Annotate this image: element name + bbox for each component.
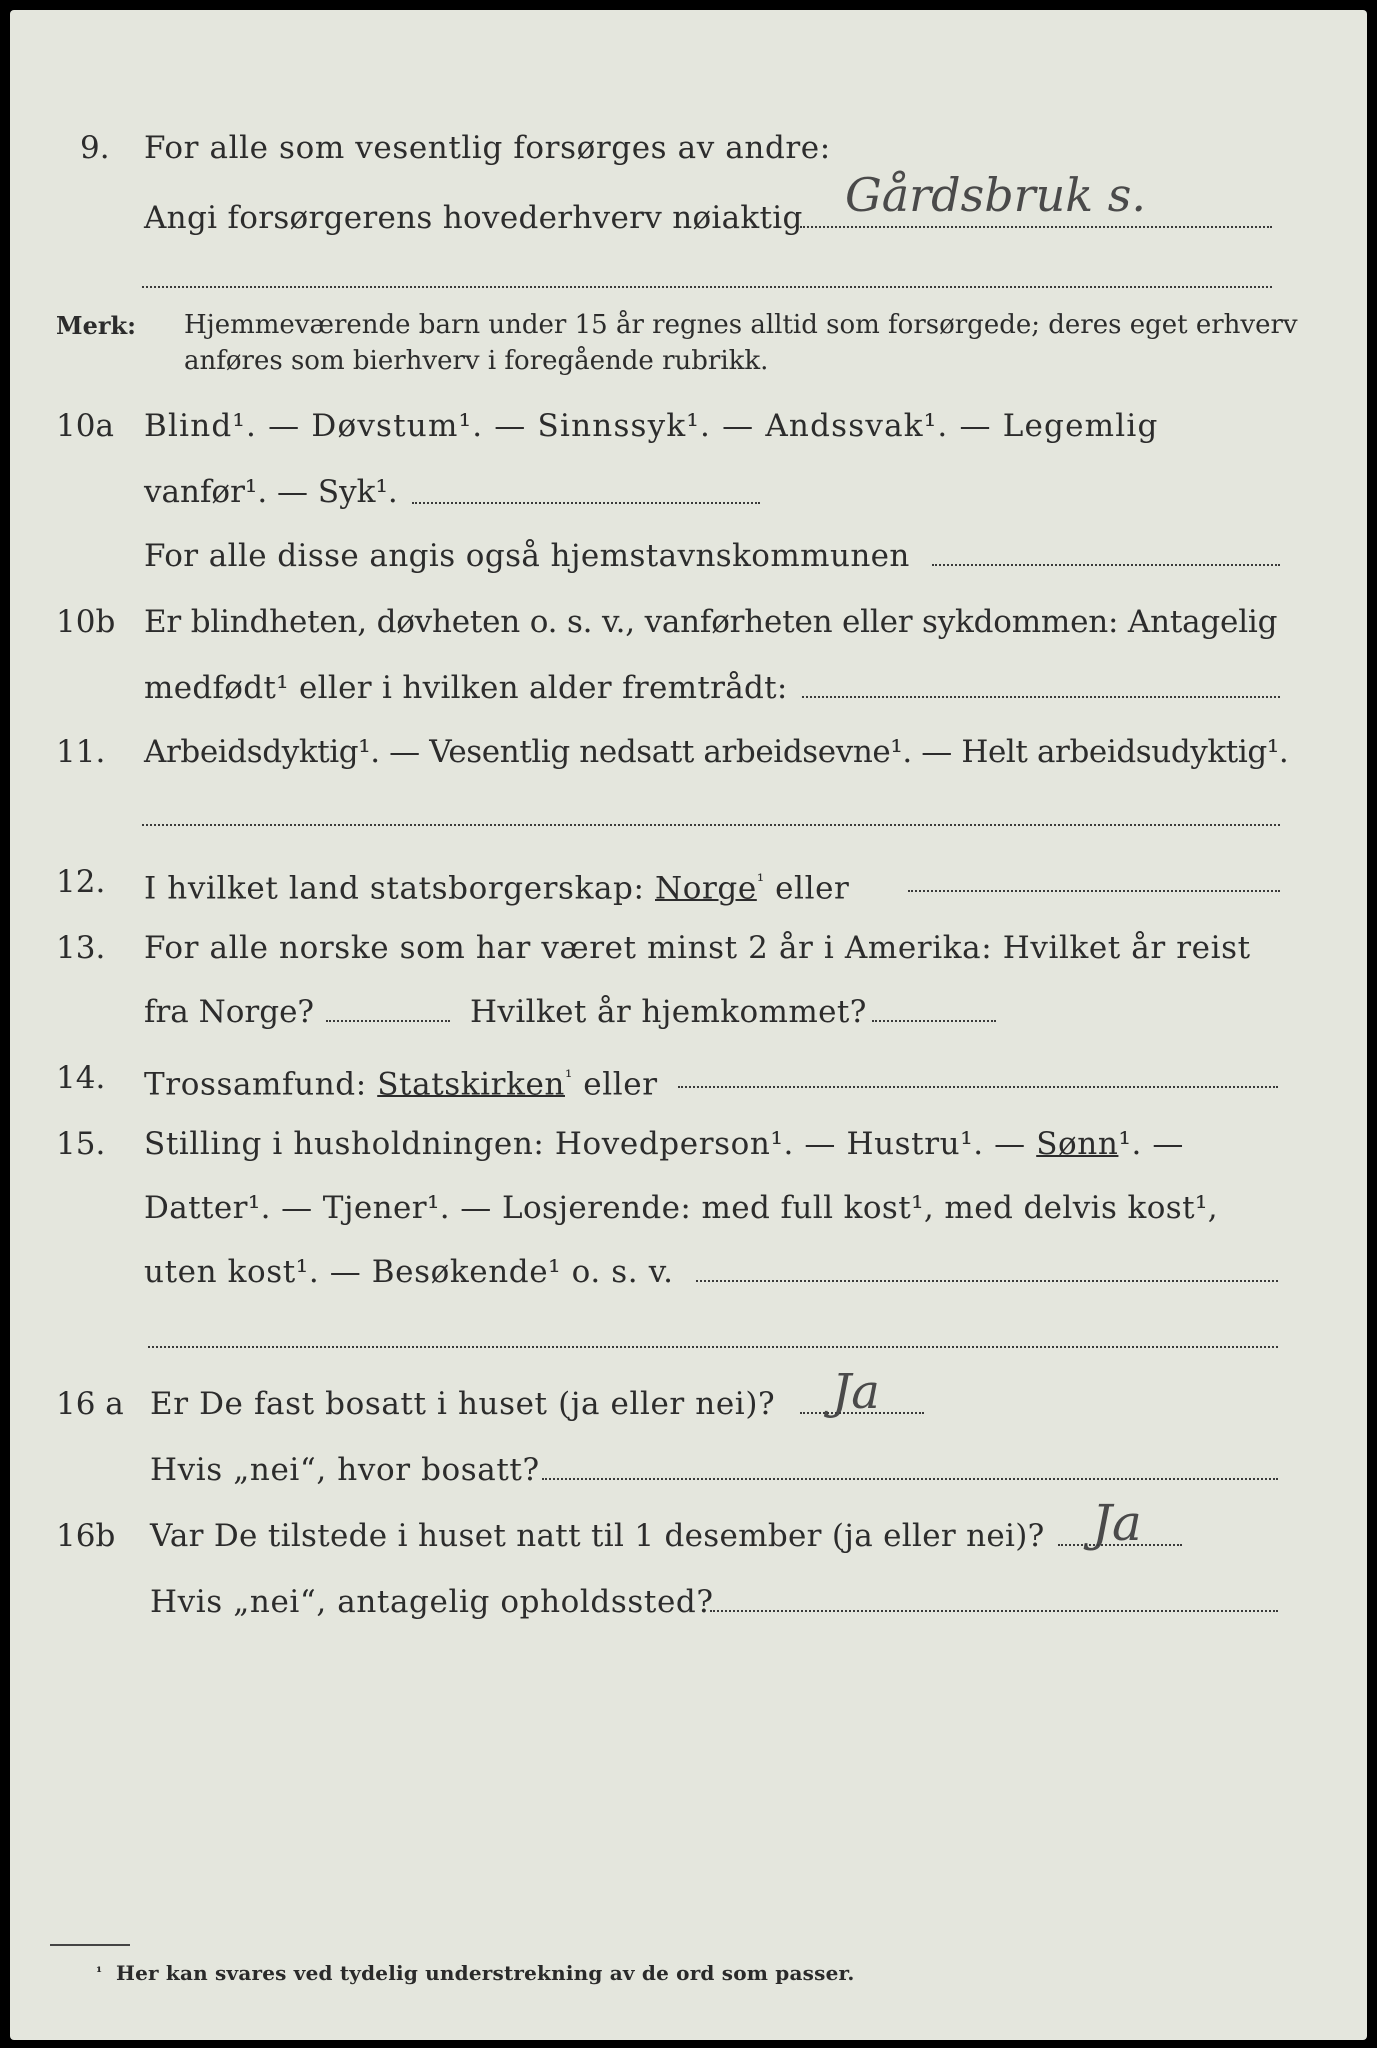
q12-answer-line [908, 890, 1280, 892]
q14-text-pre: Trossamfund: [144, 1066, 367, 1103]
merk-line1: Hjemmeværende barn under 15 år regnes alltid som forsørgede; deres eget erhverv [184, 310, 1298, 340]
q13-line1: For alle norske som har været minst 2 år i Amerika: Hvilket år reist [144, 930, 1251, 966]
q15-number: 15. [56, 1126, 106, 1162]
q15-sonn-underlined: Sønn [1036, 1126, 1119, 1162]
q15-line2: Datter¹. — Tjener¹. — Losjerende: med full kost¹, med delvis kost¹, [144, 1190, 1219, 1226]
q14-answer-line [678, 1086, 1278, 1088]
q10a-line1: Blind¹. — Døvstum¹. — Sinnssyk¹. — Andssvak¹. — Legemlig [144, 408, 1159, 444]
q12-sup: ¹ [756, 871, 765, 892]
q14-line [144, 1058, 658, 1104]
q16b-line1: Var De tilstede i huset natt til 1 desember (ja eller nei)? [150, 1518, 1045, 1554]
q13-hjemkommet-line [872, 1020, 996, 1022]
q16a-line2: Hvis „nei“, hvor bosatt? [150, 1452, 540, 1488]
q10b-number: 10b [56, 604, 116, 640]
q13-line2a: fra Norge? [144, 994, 315, 1030]
q15-line3: uten kost¹. — Besøkende¹ o. s. v. [144, 1254, 674, 1290]
form-sheet [10, 10, 1367, 2040]
q10b-line1: Er blindheten, døvheten o. s. v., vanførheten eller sykdommen: Antagelig [144, 604, 1278, 640]
q16a-handwritten-answer: Ja [832, 1364, 880, 1420]
q11-line1: Arbeidsdyktig¹. — Vesentlig nedsatt arbeidsevne¹. — Helt arbeidsudyktig¹. [144, 734, 1289, 770]
footnote-text: Her kan svares ved tydelig understrekning av de ord som passer. [116, 1961, 855, 1985]
q15-line1-pre: Stilling i husholdningen: Hovedperson¹. — Hustru¹. — [144, 1126, 1026, 1162]
q10a-kommune-line [932, 564, 1280, 566]
footnote-mark: ¹ [96, 1965, 103, 1981]
q10a-syk-line [412, 502, 760, 504]
q12-norge-underlined: Norge [655, 870, 757, 907]
q16a-answer-line [800, 1412, 924, 1414]
q16a-line1: Er De fast bosatt i huset (ja eller nei)? [150, 1386, 776, 1422]
q14-statskirken-underlined: Statskirken [377, 1066, 565, 1103]
q14-number: 14. [56, 1060, 106, 1096]
q16a-number: 16 a [56, 1386, 124, 1422]
q10b-line2: medfødt¹ eller i hvilken alder fremtrådt: [144, 670, 788, 706]
q13-number: 13. [56, 930, 106, 966]
q11-answer-line [142, 824, 1280, 826]
merk-label: Merk: [56, 311, 136, 340]
q16b-opholdssted-line [710, 1610, 1278, 1612]
q12-number: 12. [56, 864, 106, 900]
q9-line2: Angi forsørgerens hovederhverv nøiaktig [144, 200, 803, 236]
q10a-line2: vanfør¹. — Syk¹. [144, 474, 398, 510]
q9-handwritten-answer: Gårdsbruk s. [845, 168, 1146, 222]
q15-answer-line [696, 1280, 1278, 1282]
q13-reist-line [326, 1020, 450, 1022]
q16b-number: 16b [56, 1518, 116, 1554]
q16b-answer-line [1058, 1544, 1182, 1546]
q16b-handwritten-answer: Ja [1092, 1494, 1142, 1552]
q13-line2b: Hvilket år hjemkommet? [470, 994, 867, 1030]
q15-line1 [144, 1124, 1184, 1164]
q12-text-pre: I hvilket land statsborgerskap: [144, 870, 645, 907]
q16b-line2: Hvis „nei“, antagelig opholdssted? [150, 1584, 714, 1620]
q15-line1-post: ¹. — [1118, 1126, 1184, 1162]
q9-extra-line [142, 286, 1272, 288]
merk-line2: anføres som bierhverv i foregående rubrikk. [184, 346, 769, 376]
q9-answer-line [800, 226, 1272, 228]
footnote-rule [50, 1944, 130, 1946]
q11-number: 11. [56, 734, 106, 770]
q12-text-post: eller [775, 870, 850, 907]
q9-line1: For alle som vesentlig forsørges av andre: [144, 130, 831, 166]
q9-number: 9. [80, 130, 110, 166]
q16a-bosatt-line [542, 1478, 1278, 1480]
q12-line [144, 862, 849, 908]
q15-extra-line [148, 1346, 1278, 1348]
q14-sup: ¹ [564, 1067, 573, 1088]
q10a-line3: For alle disse angis også hjemstavnskommunen [144, 538, 910, 574]
q14-text-post: eller [583, 1066, 658, 1103]
q10b-answer-line [802, 696, 1280, 698]
q10a-number: 10a [56, 408, 114, 444]
